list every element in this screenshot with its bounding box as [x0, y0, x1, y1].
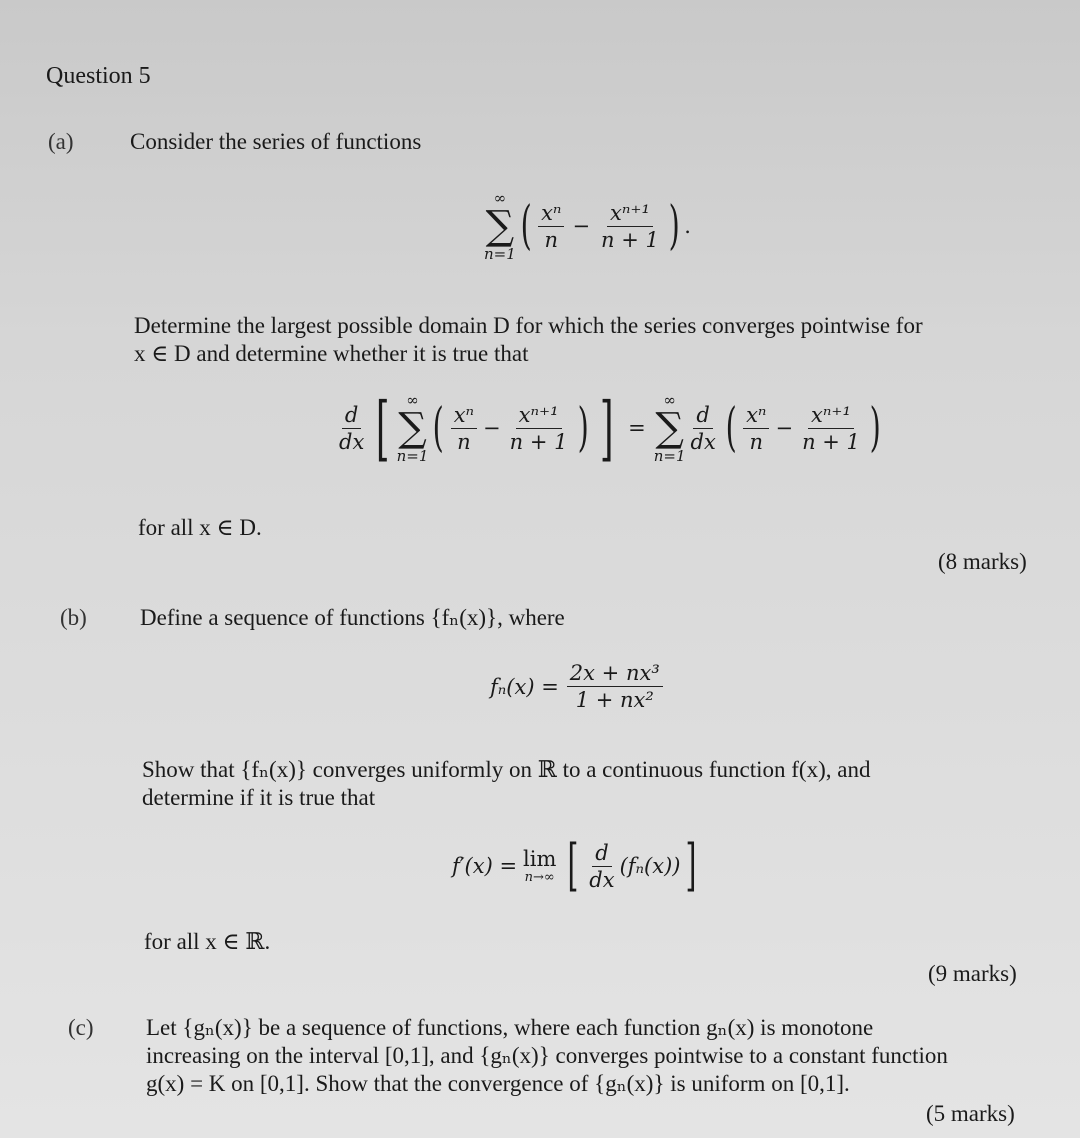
part-a-label: (a): [48, 129, 74, 154]
limit-equation: f′(x) = lim n→∞ [ $\frac{d}{dx}$ (fₙ(x)) ]: [452, 833, 697, 898]
part-a-intro: Consider the series of functions: [130, 129, 422, 154]
part-b-for-all: for all x ∈ ℝ.: [144, 929, 271, 954]
derivative-operator: $\frac{d}{dx}$: [339, 402, 365, 454]
part-c-line-1: Let {gₙ(x)} be a sequence of functions, where each function gₙ(x) is monotone: [146, 1015, 874, 1040]
interchange-equation: $\frac{d}{dx}$ [ ∞ ∑ n=1 ( $\frac{\text{xⁿ}}{n}$ − $\frac{\text{xⁿ⁺¹}}{n + 1}$ ) ] = ∞ ∑ n=1 $\frac{d}{dx}$ ( $\frac{\text{xⁿ}}{n}$ − $\frac{\text{xⁿ⁺¹}}{n + 1}$ ): [334, 392, 885, 464]
part-c-label: (c): [68, 1015, 94, 1040]
fn-definition: fₙ(x) = $\frac{\text{2x + nx³}}{\text{1 + nx²}}$: [490, 662, 665, 711]
part-b-marks: (9 marks): [928, 961, 1017, 986]
part-b-intro: Define a sequence of functions {fₙ(x)}, where: [140, 605, 565, 630]
summation-symbol: ∞ ∑ n=1: [484, 189, 516, 263]
fn-fraction: $\frac{\text{2x + nx³}}{\text{1 + nx²}}$: [567, 662, 663, 711]
summation-symbol: ∞ ∑ n=1: [396, 391, 429, 465]
summation-symbol: ∞ ∑ n=1: [653, 391, 686, 465]
limit-operator: lim n→∞: [523, 847, 557, 885]
part-a-for-all: for all x ∈ D.: [138, 515, 262, 540]
part-b-label: (b): [60, 605, 87, 630]
part-b-paragraph-line-1: Show that {fₙ(x)} converges uniformly on ℝ to a continuous function f(x), and: [142, 757, 871, 782]
question-title: Question 5: [46, 63, 151, 89]
derivative-operator: $\frac{d}{dx}$: [690, 402, 716, 454]
part-b-paragraph-line-2: determine if it is true that: [142, 785, 376, 810]
part-a-marks: (8 marks): [938, 549, 1027, 574]
part-c-line-3: g(x) = K on [0,1]. Show that the convergence of {gₙ(x)} is uniform on [0,1].: [146, 1071, 850, 1096]
part-c-marks: (5 marks): [926, 1101, 1015, 1126]
series-expression: ∞ ∑ n=1 ( $\frac{\text{xⁿ}}{n}$ − $\frac{\text{xⁿ⁺¹}}{n + 1}$ ) .: [484, 189, 691, 263]
part-c-line-2: increasing on the interval [0,1], and {gₙ(x)} converges pointwise to a constant function: [146, 1043, 948, 1068]
part-a-paragraph-line-2: x ∈ D and determine whether it is true that: [134, 341, 529, 366]
term-2-fraction: $\frac{\text{xⁿ⁺¹}}{n + 1}$: [601, 200, 659, 252]
part-a-paragraph-line-1: Determine the largest possible domain D for which the series converges pointwise for: [134, 313, 923, 338]
term-1-fraction: $\frac{\text{xⁿ}}{n}$: [538, 202, 564, 251]
derivative-operator: $\frac{d}{dx}$: [589, 840, 615, 892]
